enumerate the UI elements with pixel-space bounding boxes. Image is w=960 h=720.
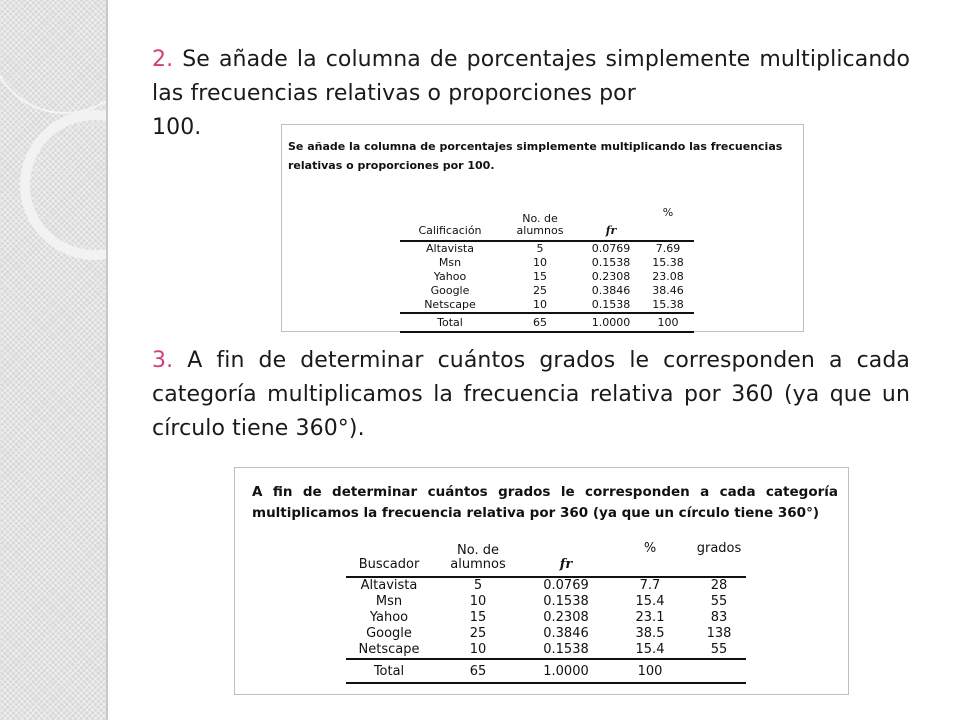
table-cell: Altavista — [426, 242, 474, 255]
table-row — [346, 594, 746, 610]
table-row — [400, 298, 694, 313]
table-cell: 15 — [533, 270, 547, 283]
table-cell: 28 — [710, 578, 728, 593]
percent-table-figure — [281, 124, 804, 332]
column-header: % — [643, 541, 657, 556]
degrees-table-figure — [234, 467, 849, 695]
table-cell: 83 — [710, 610, 728, 625]
column-header: No. de alumnos — [450, 543, 506, 572]
table-cell: Yahoo — [433, 270, 467, 283]
table-cell: 38.5 — [635, 626, 665, 641]
paragraph-3-number: 3. — [152, 348, 174, 373]
table-cell: Google — [366, 626, 412, 641]
table-cell: 100 — [637, 664, 663, 679]
table-cell: Netscape — [358, 642, 420, 657]
table-cell: 100 — [657, 316, 679, 329]
table-cell: Yahoo — [369, 610, 409, 625]
table-cell: 23.1 — [635, 610, 665, 625]
table-row — [346, 626, 746, 642]
table-cell: 0.1538 — [591, 298, 631, 311]
table-row — [400, 256, 694, 270]
column-header: No. de alumnos — [516, 212, 564, 237]
paragraph-3-text: A fin de determinar cuántos grados le corresponden a cada categoría multiplicamos la frecuencia relativa por 360 (ya que un círculo tiene 360°). — [152, 348, 911, 441]
table-total-row — [400, 313, 694, 332]
table-cell: 25 — [533, 284, 547, 297]
table-cell: 1.0000 — [591, 316, 631, 329]
table-cell: 10 — [469, 594, 487, 609]
table-cell: 0.2308 — [591, 270, 631, 283]
table-cell: Google — [430, 284, 470, 297]
table-cell: 0.3846 — [543, 626, 589, 641]
paragraph-2-tail: 100. — [152, 115, 202, 140]
table-cell: 65 — [533, 316, 547, 329]
table-cell: 10 — [533, 298, 547, 311]
degrees-table — [346, 542, 746, 684]
paragraph-2-number: 2. — [152, 47, 174, 72]
table-cell: 65 — [469, 664, 487, 679]
table-cell: 7.7 — [639, 578, 661, 593]
table-cell: Msn — [375, 594, 403, 609]
paragraph-3 — [152, 344, 910, 446]
figure-2-caption: A fin de determinar cuántos grados le corresponden a cada categoría multiplicamos la frecuencia relativa por 360 (ya que un círculo tiene 360°) — [252, 484, 838, 521]
sidebar-divider — [106, 0, 108, 720]
table-cell — [692, 659, 746, 683]
table-cell: 5 — [473, 578, 483, 593]
table-cell: 0.0769 — [591, 242, 631, 255]
figure-1-caption: Se añade la columna de porcentajes simplemente multiplicando las frecuencias relativas o proporciones por 100. — [288, 140, 783, 172]
table-cell: 0.1538 — [543, 642, 589, 657]
table-cell: Netscape — [424, 298, 476, 311]
table-row — [346, 577, 746, 594]
table-cell: 55 — [710, 594, 728, 609]
table-cell: 10 — [533, 256, 547, 269]
table-cell: Total — [373, 664, 405, 679]
table-cell: 138 — [706, 626, 732, 641]
table-cell: 0.2308 — [543, 610, 589, 625]
table-cell: Msn — [438, 256, 462, 269]
table-header-row — [346, 542, 746, 577]
table-cell: 15.4 — [635, 642, 665, 657]
table-cell: 15 — [469, 610, 487, 625]
paragraph-2-text: Se añade la columna de porcentajes simplemente multiplicando las frecuencias relativas o proporciones por — [152, 47, 910, 106]
percent-table — [400, 207, 694, 333]
table-cell: 15.4 — [635, 594, 665, 609]
table-cell: 7.69 — [655, 242, 681, 255]
table-cell: 0.3846 — [591, 284, 631, 297]
table-cell: 0.1538 — [591, 256, 631, 269]
table-row — [400, 241, 694, 256]
table-total-row — [346, 659, 746, 683]
table-cell: 23.08 — [652, 270, 684, 283]
column-header: grados — [696, 541, 742, 556]
table-row — [400, 284, 694, 298]
column-header: fr — [605, 224, 617, 237]
table-row — [400, 270, 694, 284]
column-header: fr — [559, 557, 573, 572]
table-header-row — [400, 207, 694, 241]
table-cell: 10 — [469, 642, 487, 657]
table-row — [346, 610, 746, 626]
table-row — [346, 642, 746, 659]
column-header: Buscador — [358, 557, 420, 572]
table-cell: 5 — [536, 242, 544, 255]
table-cell: Altavista — [360, 578, 418, 593]
table-cell: 0.1538 — [543, 594, 589, 609]
table-cell: Total — [437, 316, 463, 329]
column-header: % — [662, 206, 674, 219]
table-cell: 25 — [469, 626, 487, 641]
table-cell: 15.38 — [652, 256, 684, 269]
table-cell: 1.0000 — [543, 664, 589, 679]
decorative-ring — [0, 0, 106, 114]
table-cell: 38.46 — [652, 284, 684, 297]
table-cell: 55 — [710, 642, 728, 657]
column-header: Calificación — [418, 224, 482, 237]
table-cell: 0.0769 — [543, 578, 589, 593]
decorative-sidebar — [0, 0, 106, 720]
table-cell: 15.38 — [652, 298, 684, 311]
